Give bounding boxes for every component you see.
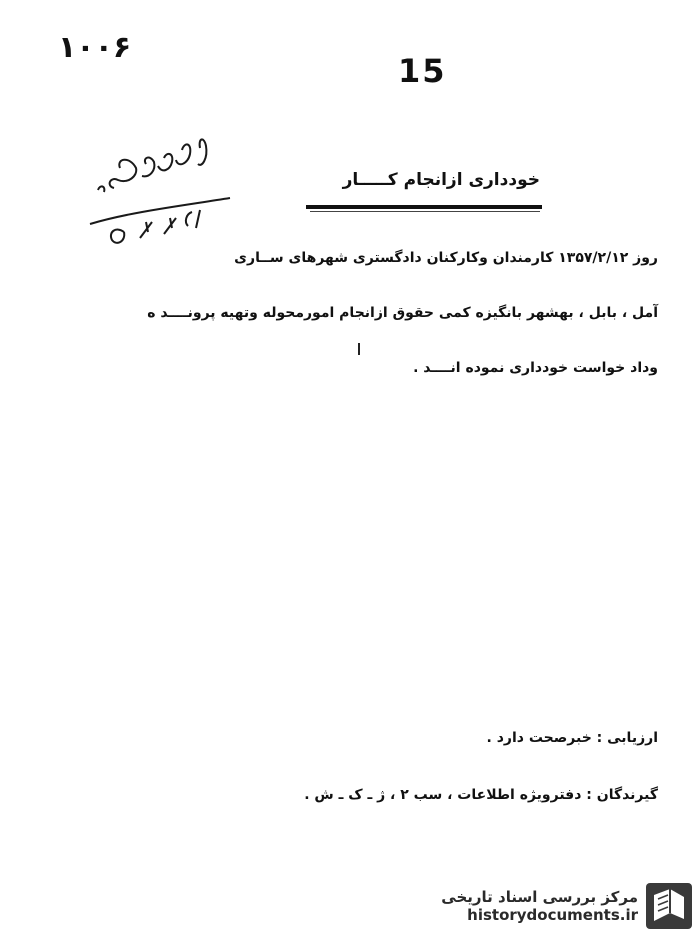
handwritten-note-signature <box>80 128 240 258</box>
page-number: 15 <box>398 52 447 90</box>
watermark-name: مرکز بررسی اسناد تاریخی <box>441 888 638 906</box>
pen-mark <box>358 343 360 355</box>
recipients-line: گیرندگان : دفترویژه اطلاعات ، سب ۲ ، ژ ـ ک ـ ش . <box>304 787 658 803</box>
body-line-1: روز ۱۳۵۷/۲/۱۲ کارمندان وکارکنان دادگستری شهرهای ســاری <box>234 250 658 266</box>
document-number: ۱۰۰۶ <box>58 30 132 65</box>
book-logo-icon <box>646 883 692 929</box>
document-title: خودداری ازانجام کـــــار <box>342 170 540 190</box>
body-line-3: وداد خواست خودداری نموده انــــد . <box>413 360 658 376</box>
watermark-text <box>441 888 638 924</box>
watermark <box>402 879 692 933</box>
title-underline <box>306 205 542 209</box>
body-line-2: آمل ، بابل ، بهشهر بانگیزه کمی حقوق ازانجام امورمحوله وتهیه پرونــــد ه <box>147 305 658 321</box>
title-underline-secondary <box>310 211 540 212</box>
evaluation-line: ارزیابی : خبرصحت دارد . <box>486 730 658 746</box>
watermark-url: historydocuments.ir <box>467 906 638 924</box>
